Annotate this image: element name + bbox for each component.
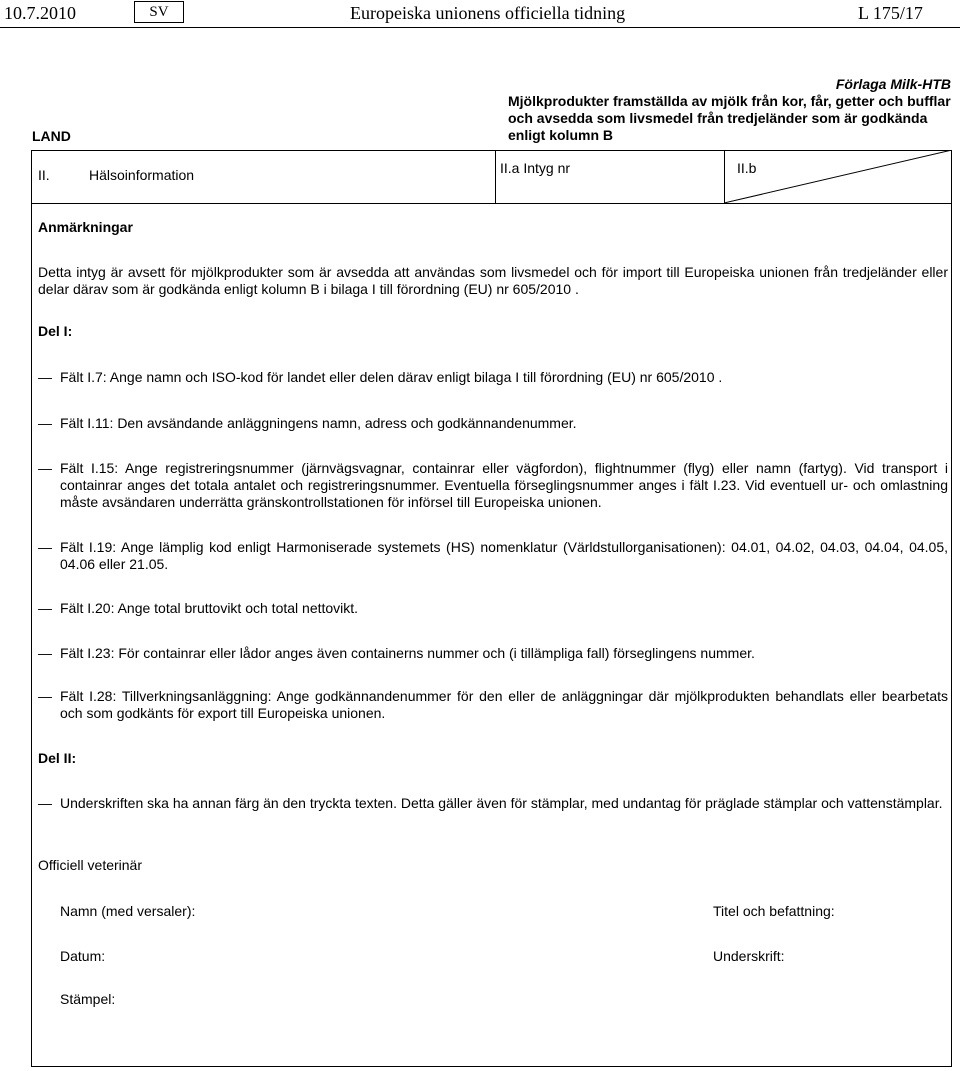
part1-heading: Del I: bbox=[38, 323, 73, 339]
model-reference: Förlaga Milk-HTB bbox=[835, 76, 951, 92]
dash-marker: — bbox=[38, 415, 52, 431]
list-item-text: Fält I.28: Tillverkningsanläggning: Ange godkännandenummer för den eller de anläggningar där mjölkprodukten behandlats eller bearbetats och som godkänts för export till Europeiska unionen. bbox=[60, 688, 948, 721]
list-item bbox=[38, 539, 948, 573]
dash-marker: — bbox=[38, 539, 52, 555]
list-item-text: Fält I.19: Ange lämplig kod enligt Harmoniserade systemets (HS) nomenklatur (Världstullorganisationen): 04.01, 04.02, 04.03, 04.04, 04.05, 04.06 eller 21.05. bbox=[60, 539, 948, 572]
publication-date: 10.7.2010 bbox=[4, 3, 76, 23]
page-number: L 175/17 bbox=[858, 3, 923, 23]
list-item bbox=[38, 369, 948, 386]
list-item bbox=[38, 795, 948, 812]
list-item bbox=[38, 600, 948, 617]
signature-field-label: Underskrift: bbox=[713, 948, 785, 964]
dash-marker: — bbox=[38, 645, 52, 661]
country-label: LAND bbox=[32, 128, 71, 144]
list-item-text: Underskriften ska ha annan färg än den tryckta texten. Detta gäller även för stämplar, med undantag för präglade stämplar och vattenstämplar. bbox=[60, 795, 943, 811]
product-description: Mjölkprodukter framställda av mjölk från kor, får, getter och bufflar och avsedda som livsmedel från tredjeländer som är godkända enligt kolumn B bbox=[508, 93, 951, 143]
list-item bbox=[38, 415, 948, 432]
dash-marker: — bbox=[38, 600, 52, 616]
language-code-box: SV bbox=[134, 1, 184, 23]
list-item bbox=[38, 460, 948, 511]
list-item-text: Fält I.11: Den avsändande anläggningens namn, adress och godkännandenummer. bbox=[60, 415, 577, 431]
dash-marker: — bbox=[38, 795, 52, 811]
remarks-heading: Anmärkningar bbox=[38, 219, 133, 235]
official-veterinarian-label: Officiell veterinär bbox=[38, 857, 143, 873]
list-item-text: Fält I.15: Ange registreringsnummer (järnvägsvagnar, containrar eller vägfordon), flightnummer (flyg) eller namn (fartyg). Vid transport i containrar anges det totala antalet och registreringsnummer. Eventuella förseglingsnummer anges i fält I.23. Vid eventuell ur- och omlastning måste avsändaren underrätta gränskontrollstationen för införsel till Europeiska unionen. bbox=[60, 460, 948, 510]
dash-marker: — bbox=[38, 688, 52, 704]
dash-marker: — bbox=[38, 460, 52, 476]
title-field-label: Titel och befattning: bbox=[713, 903, 835, 919]
stamp-field-label: Stämpel: bbox=[60, 991, 116, 1007]
remarks-intro: Detta intyg är avsett för mjölkprodukter som är avsedda att användas som livsmedel och för import till Europeiska unionen från tredjeländer eller delar därav som är godkända enligt kolumn B i bilaga I till förordning (EU) nr 605/2010 . bbox=[38, 264, 948, 297]
list-item-text: Fält I.7: Ange namn och ISO-kod för landet eller delen därav enligt bilaga I till förordning (EU) nr 605/2010 . bbox=[60, 369, 723, 385]
list-item-text: Fält I.20: Ange total bruttovikt och total nettovikt. bbox=[60, 600, 359, 616]
date-field-label: Datum: bbox=[60, 948, 106, 964]
list-item bbox=[38, 645, 948, 662]
list-item-text: Fält I.23: För containrar eller lådor anges även containerns nummer och (i tillämpliga fall) förseglingens nummer. bbox=[60, 645, 755, 661]
name-field-label: Namn (med versaler): bbox=[60, 903, 196, 919]
section-title: Hälsoinformation bbox=[89, 167, 195, 183]
column-separator bbox=[495, 150, 496, 203]
list-item bbox=[38, 688, 948, 722]
header-row-separator bbox=[31, 203, 952, 204]
part2-heading: Del II: bbox=[38, 750, 77, 766]
journal-title: Europeiska unionens officiella tidning bbox=[350, 3, 626, 23]
dash-marker: — bbox=[38, 369, 52, 385]
header-rule bbox=[0, 27, 960, 28]
field-iib-label: II.b bbox=[737, 160, 757, 176]
struck-out-cell bbox=[724, 150, 952, 203]
section-number: II. bbox=[38, 167, 50, 183]
certificate-number-label: II.a Intyg nr bbox=[500, 160, 571, 176]
